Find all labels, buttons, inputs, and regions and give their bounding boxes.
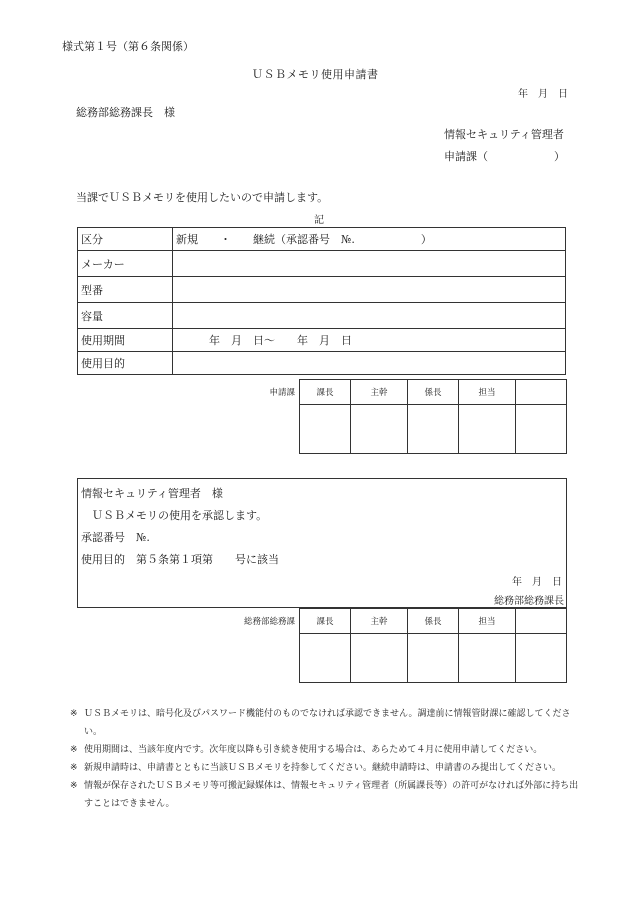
approval-number: 承認番号 №. [81, 531, 150, 544]
approval-purpose: 使用目的 第５条第１項第 号に該当 [81, 553, 279, 566]
maker-field[interactable] [173, 251, 566, 277]
approval-date: 年 月 日 [512, 577, 562, 588]
model-field[interactable] [173, 277, 566, 303]
note-item [70, 741, 580, 759]
applicant-stamp-grid [240, 379, 567, 454]
application-table [77, 227, 566, 375]
note-mark: ※ [70, 745, 78, 755]
stamp-header: 主幹 [351, 609, 408, 634]
stamp-box[interactable] [459, 405, 516, 454]
page-title: ＵＳＢメモリ使用申請書 [252, 68, 379, 81]
stamp-header: 担当 [459, 609, 516, 634]
note-text: 新規申請時は、申請書とともに当該ＵＳＢメモリを持参してください。継続申請時は、申請書のみ提出してください。 [84, 763, 562, 773]
capacity-field[interactable] [173, 303, 566, 329]
approval-to: 情報セキュリティ管理者 様 [81, 487, 223, 500]
addressee: 総務部総務課長 様 [76, 106, 175, 119]
row-label: 区分 [78, 228, 173, 251]
stamp-box[interactable] [351, 634, 408, 683]
stamp-box[interactable] [516, 634, 567, 683]
stamp-header: 課長 [300, 609, 351, 634]
approval-signer: 総務部総務課長 [494, 596, 564, 607]
stamp-header: 係長 [408, 609, 459, 634]
stamp-header: 主幹 [351, 380, 408, 405]
table-row [78, 277, 566, 303]
sender-dept: 申請課（ ） [444, 150, 565, 163]
stamp-header [516, 609, 567, 634]
period-field[interactable]: 年 月 日～ 年 月 日 [173, 329, 566, 352]
note-mark: ※ [70, 781, 78, 791]
purpose-field[interactable] [173, 352, 566, 375]
form-id: 様式第１号（第６条関係） [62, 40, 194, 53]
stamp-box[interactable] [300, 405, 351, 454]
approval-box [77, 478, 567, 608]
stamp-header [516, 380, 567, 405]
row-label: メーカー [78, 251, 173, 277]
note-text: 使用期間は、当該年度内です。次年度以降も引き続き使用する場合は、あらためて４月に使用申請してください。 [84, 745, 543, 755]
note-text: 情報が保存されたＵＳＢメモリ等可搬記録媒体は、情報セキュリティ管理者（所属課長等）の許可がなければ外部に持ち出すことはできません。 [84, 781, 579, 809]
row-label: 使用目的 [78, 352, 173, 375]
notes [70, 705, 580, 813]
stamp-box[interactable] [516, 405, 567, 454]
table-row [78, 329, 566, 352]
stamp-box[interactable] [300, 634, 351, 683]
stamp-box[interactable] [351, 405, 408, 454]
approval-text: ＵＳＢメモリの使用を承認します。 [92, 509, 268, 522]
note-text: ＵＳＢメモリは、暗号化及びパスワード機能付のものでなければ承認できません。調達前に情報管財課に確認してください。 [84, 709, 571, 737]
table-row [78, 303, 566, 329]
request-text: 当課でＵＳＢメモリを使用したいので申請します。 [76, 191, 329, 204]
stamp-caption: 申請課 [269, 388, 295, 398]
stamp-box[interactable] [408, 634, 459, 683]
note-mark: ※ [70, 763, 78, 773]
row-label: 容量 [78, 303, 173, 329]
row-label: 使用期間 [78, 329, 173, 352]
general-affairs-stamp-grid [222, 608, 567, 683]
note-item [70, 759, 580, 777]
table-row [78, 251, 566, 277]
note-item [70, 705, 580, 741]
row-label: 型番 [78, 277, 173, 303]
stamp-header: 課長 [300, 380, 351, 405]
note-item [70, 777, 580, 813]
note-mark: ※ [70, 709, 78, 719]
stamp-header: 係長 [408, 380, 459, 405]
table-row [78, 228, 566, 251]
row-value[interactable]: 新規 ・ 継続（承認番号 №. ） [173, 228, 566, 251]
date-line: 年 月 日 [518, 89, 568, 100]
stamp-header: 担当 [459, 380, 516, 405]
stamp-caption: 総務部総務課 [243, 617, 295, 627]
table-row [78, 352, 566, 375]
stamp-box[interactable] [408, 405, 459, 454]
sender-title: 情報セキュリティ管理者 [444, 128, 564, 141]
ki-label: 記 [314, 215, 324, 226]
stamp-box[interactable] [459, 634, 516, 683]
